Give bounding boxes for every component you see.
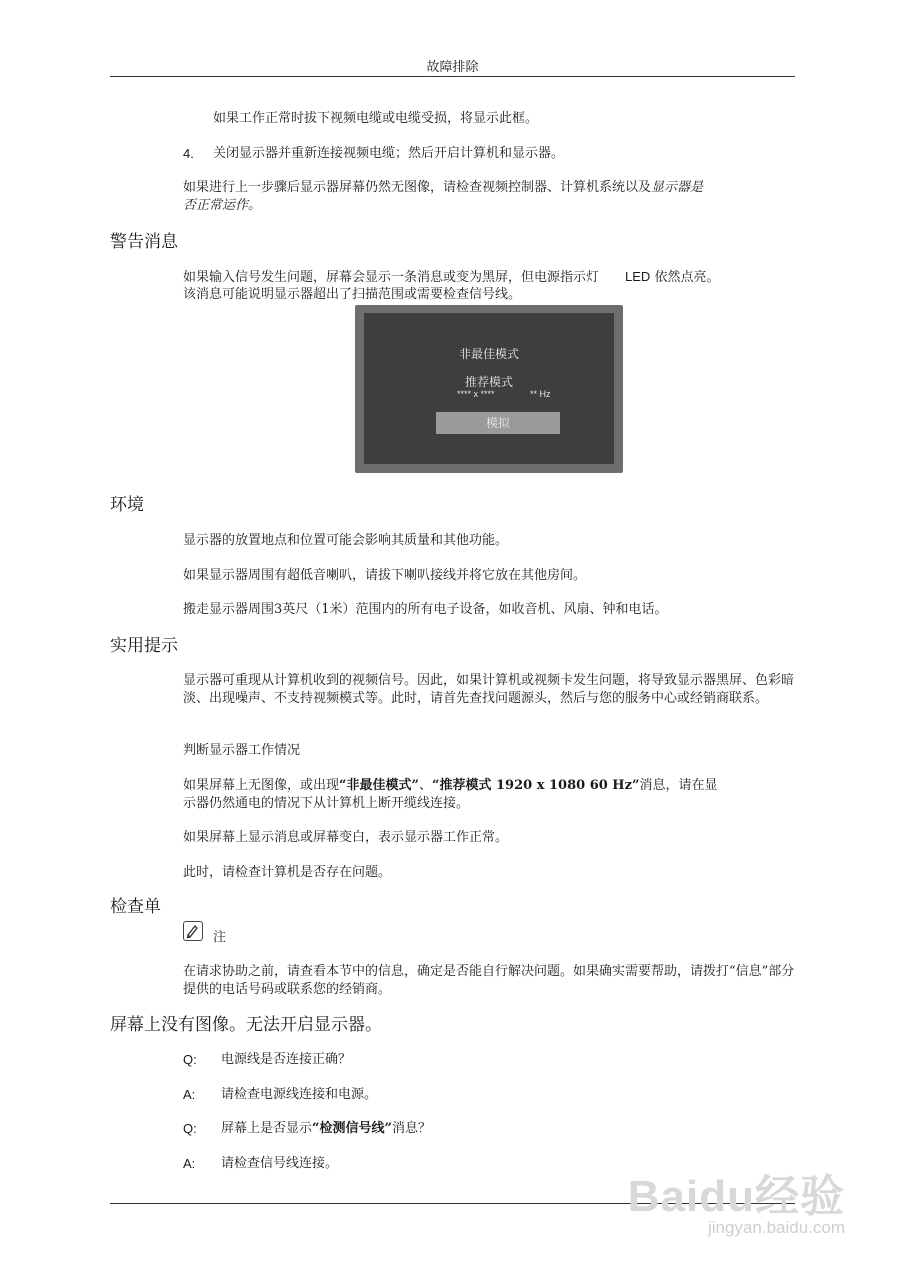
note-icon <box>183 921 203 941</box>
environment-p3: 搬走显示器周围3英尺（1米）范围内的所有电子设备，如收音机、风扇、钟和电话。 <box>183 602 668 617</box>
tips-p3c: 示器仍然通电的情况下从计算机上断开缆线连接。 <box>183 796 470 811</box>
note-label: 注 <box>213 930 227 945</box>
qa-text-3: 屏幕上是否显示“检测信号线”消息？ <box>221 1121 431 1136</box>
osd-refresh: ** Hz <box>530 389 551 399</box>
intro-line-1: 如果工作正常时拔下视频电缆或电缆受损，将显示此框。 <box>213 111 539 126</box>
qa-label-3: Q: <box>183 1121 197 1136</box>
intro-line-3b: 否正常运作。 <box>183 198 262 213</box>
heading-environment: 环境 <box>110 495 144 515</box>
osd-message-image <box>355 305 623 473</box>
environment-p1: 显示器的放置地点和位置可能会影响其质量和其他功能。 <box>183 533 509 548</box>
heading-tips: 实用提示 <box>110 636 178 656</box>
qa-label-4: A: <box>183 1156 196 1171</box>
watermark-brand: Baidu经验 <box>627 1172 845 1221</box>
osd-screen <box>364 313 614 464</box>
environment-p2: 如果显示器周围有超低音喇叭，请拔下喇叭接线并将它放在其他房间。 <box>183 568 587 583</box>
qa-label-1: Q: <box>183 1052 197 1067</box>
qa-text-2: 请检查电源线连接和电源。 <box>221 1087 378 1102</box>
osd-subtitle: 推荐模式 <box>464 375 513 389</box>
warning-p2: 该消息可能说明显示器超出了扫描范围或需要检查信号线。 <box>183 287 522 302</box>
tips-p4: 如果屏幕上显示消息或屏幕变白，表示显示器工作正常。 <box>183 830 509 845</box>
header-rule <box>110 76 795 77</box>
heading-no-image: 屏幕上没有图像。无法开启显示器。 <box>110 1015 382 1035</box>
watermark-url: jingyan.baidu.com <box>707 1218 845 1237</box>
intro-line-3a: 如果进行上一步骤后显示器屏幕仍然无图像，请检查视频控制器、计算机系统以及显示器是 <box>183 180 704 195</box>
warning-p1: 如果输入信号发生问题，屏幕会显示一条消息或变为黑屏，但电源指示灯 LED 依然点亮。 <box>183 269 720 285</box>
qa-text-1: 电源线是否连接正确？ <box>221 1052 352 1067</box>
osd-analog-button: 模拟 <box>436 412 560 434</box>
qa-text-4: 请检查信号线连接。 <box>221 1156 339 1171</box>
osd-resolution: **** x **** <box>457 389 495 399</box>
tips-p3a: 如果屏幕上无图像，或出现“非最佳模式”、“推荐模式 1920 x 1080 60 Hz”消息，请在显 <box>183 778 718 793</box>
step-4-text: 关闭显示器并重新连接视频电缆；然后开启计算机和显示器。 <box>213 146 565 161</box>
qa-label-2: A: <box>183 1087 196 1102</box>
osd-title: 非最佳模式 <box>458 347 519 361</box>
page-header-title: 故障排除 <box>426 60 479 75</box>
baidu-watermark <box>628 1160 845 1238</box>
tips-p2: 判断显示器工作情况 <box>183 743 301 758</box>
checklist-p1: 在请求协助之前，请查看本节中的信息，确定是否能自行解决问题。如果确实需要帮助，请拨打“信息”部分提供的电话号码或联系您的经销商。 <box>183 964 795 997</box>
heading-warning: 警告消息 <box>110 232 178 252</box>
tips-p1: 显示器可重现从计算机收到的视频信号。因此，如果计算机或视频卡发生问题，将导致显示器黑屏、色彩暗淡、出现噪声、不支持视频模式等。此时，请首先查找问题源头，然后与您的服务中心或经销商联系。 <box>183 673 795 706</box>
tips-p5: 此时，请检查计算机是否存在问题。 <box>183 865 392 880</box>
heading-checklist: 检查单 <box>110 897 161 917</box>
step-4-number: 4. <box>183 146 194 161</box>
